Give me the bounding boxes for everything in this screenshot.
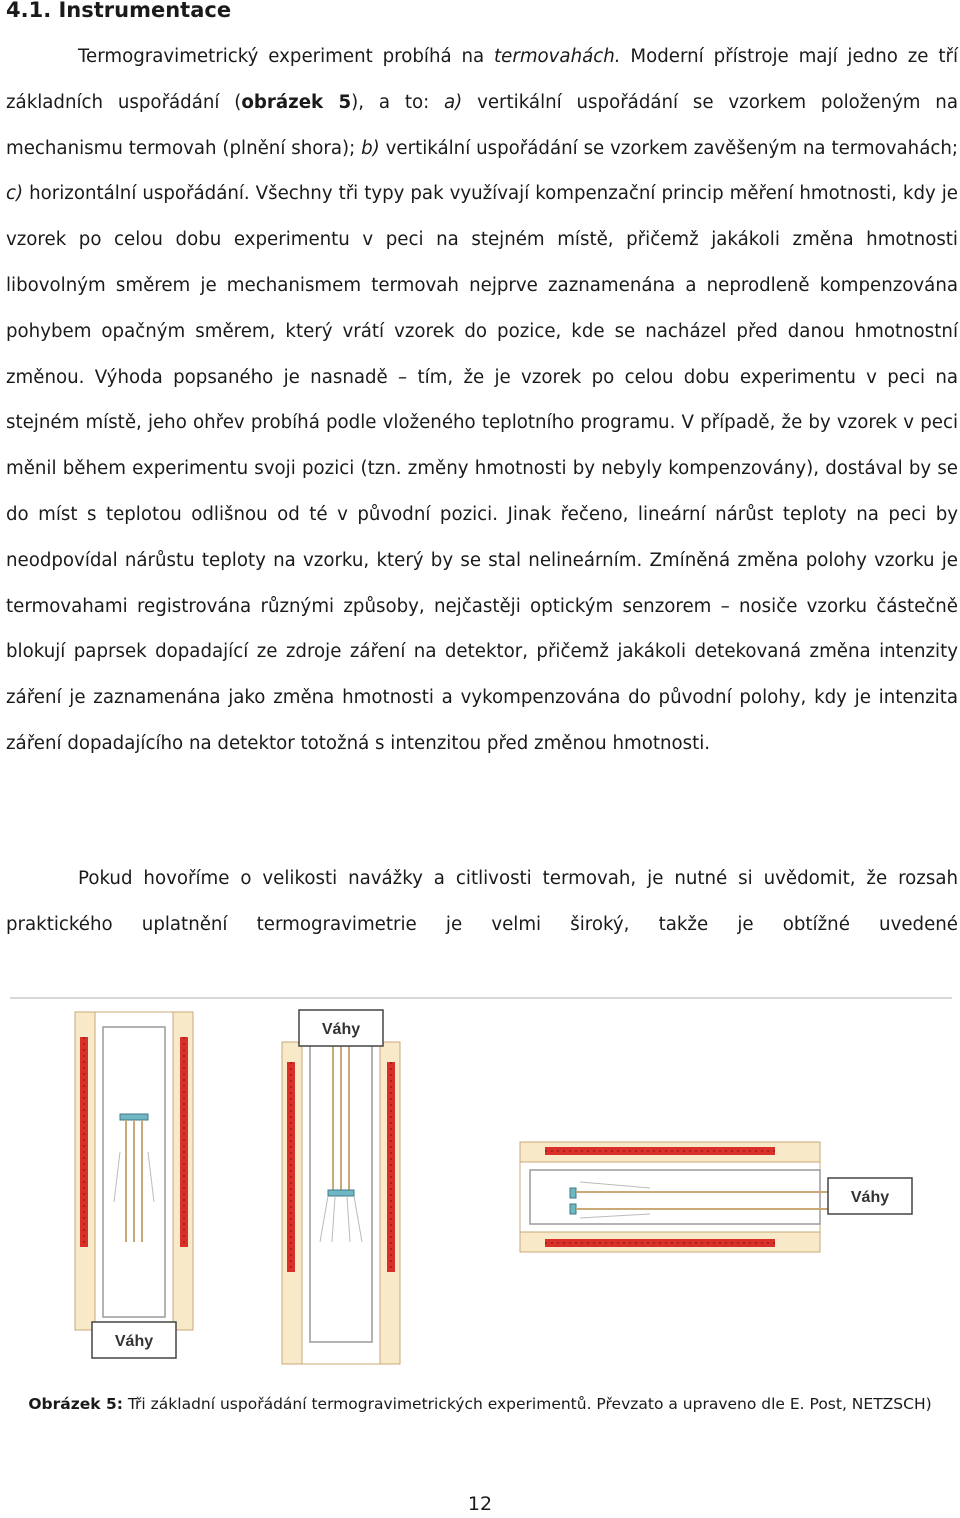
paragraph-1-segment: termovahách. [494, 46, 621, 67]
balance-label-a: Váhy [114, 1333, 154, 1350]
paragraph-1-segment: obrázek 5 [241, 91, 352, 113]
balance-label-b: Váhy [321, 1021, 361, 1038]
section-heading: 4.1. Instrumentace [6, 0, 232, 22]
balance-label-c: Váhy [850, 1189, 890, 1206]
figure-caption [0, 1390, 960, 1419]
paragraph-2: Pokud hovoříme o velikosti navážky a citlivosti termovah, je nutné si uvědomit, že rozsah praktického uplatnění termogravimetrie je velmi široký, takže je obtížné uvedené [6, 868, 958, 935]
figure-5 [0, 992, 960, 1382]
paragraph-1-segment: c) [6, 183, 24, 205]
arrangement-a [75, 1012, 193, 1358]
paragraph-1-segment: b) [361, 137, 380, 159]
caption-text: Tři základní uspořádání termogravimetrických experimentů. Převzato a upraveno dle E. Post, NETZSCH) [122, 1395, 932, 1413]
paragraph-1-segment: vertikální uspořádání se vzorkem zavěšeným na termovahách; [379, 137, 959, 159]
paragraph-1-segment: Termogravimetrický experiment probíhá na [78, 46, 495, 67]
caption-label: Obrázek 5: [28, 1395, 123, 1413]
paragraph-1-segment: vertikální uspořádání se vzorkem položeným na mechanismu termovah (plnění shora); [6, 91, 958, 159]
figure-illustration [0, 992, 960, 1382]
paragraph-1-segment: ), a to: [351, 91, 445, 113]
paragraph-1-segment: a) [444, 91, 463, 113]
paragraph-1-segment: Moderní přístroje mají jedno ze tří základních uspořádání ( [6, 46, 958, 113]
paragraph-1-segment: horizontální uspořádání. Všechny tři typy pak využívají kompenzační princip měření hmotnosti, kdy je vzorek po celou dobu experimentu v peci na stejném místě, přičemž jakákoli změna hmotnosti libovolným směrem je mechanismem termovah nejprve zaznamenána a neprodleně kompenzována pohybem opačným směrem, který vrátí vzorek do pozice, kde se nacházel před danou hmotnostní změnou. Výhoda popsaného je nasnadě – tím, že je vzorek po celou dobu experimentu v peci na stejném místě, jeho ohřev probíhá podle vloženého teplotního programu. V případě, že by vzorek v peci měnil během experimentu svoji pozici (tzn. změny hmotnosti by nebyly kompenzovány), dostával by se do míst s teplotou odlišnou od té v původní pozici. Jinak řečeno, lineární nárůst teploty na peci by neodpovídal nárůstu teploty na vzorku, který by se stal nelineárním. Zmíněná změna polohy vzorku je termovahami registrována různými způsoby, nejčastěji optickým senzorem – nosiče vzorku částečně blokují paprsek dopadající ze zdroje záření na detektor, přičemž jakákoli detekovaná změna intenzity záření je zaznamenána jako změna hmotnosti a vykompenzována do původní polohy, kdy je intenzita záření dopadajícího na detektor totožná s intenzitou před změnou hmotnosti. [6, 183, 958, 754]
arrangement-b [282, 1010, 400, 1364]
paragraph-1 [6, 34, 958, 767]
page-number: 12 [467, 1493, 493, 1515]
arrangement-c [520, 1142, 912, 1252]
